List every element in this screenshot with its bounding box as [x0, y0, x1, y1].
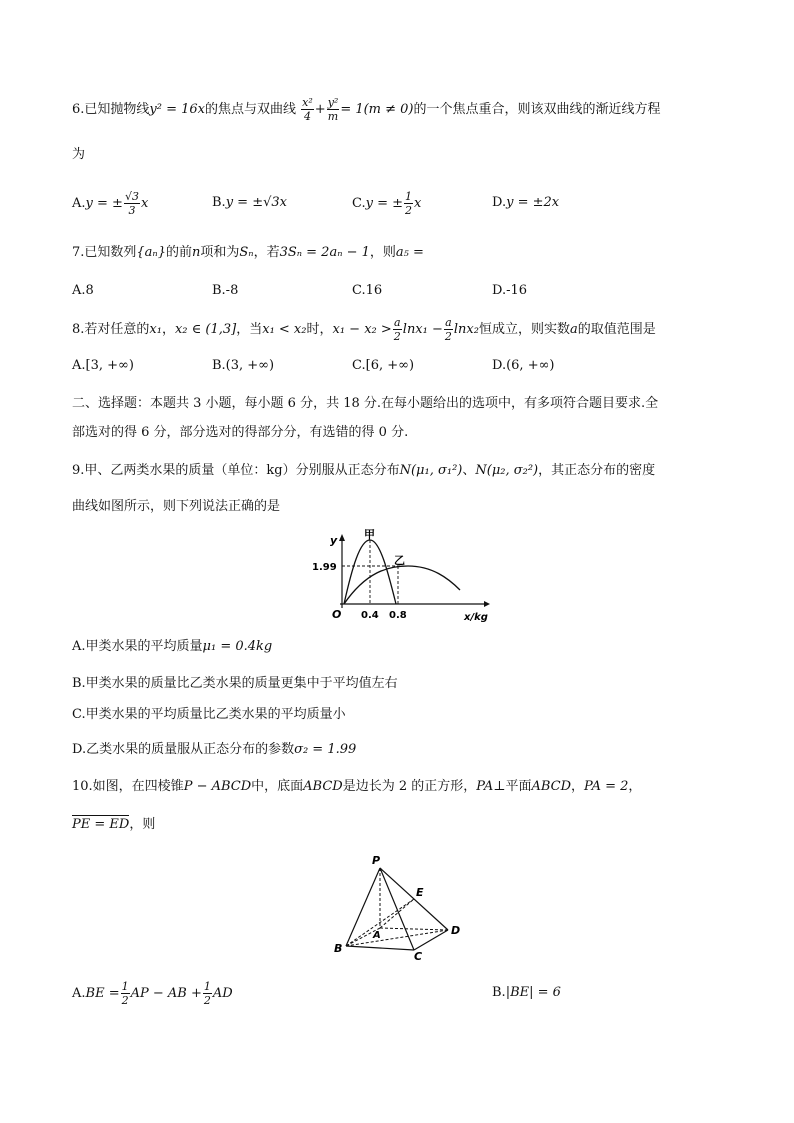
q7-option-d: D.-16 [492, 283, 528, 298]
x-tick-label-1: 0.4 [361, 610, 379, 621]
q6-stem-line2: 为 [72, 147, 86, 162]
q9-stem: 9.甲、乙两类水果的质量（单位：kg）分别服从正态分布N(μ₁, σ₁²)、N(μ₂, σ₂²)，其正态分布的密度 [72, 463, 656, 478]
hyperbola-x-fraction: $\frac{\text{x²}}{4}$ [302, 96, 313, 123]
option-fraction: $\frac{1}{2}$ [121, 980, 129, 1007]
y-tick-label: 1.99 [312, 562, 337, 573]
edge-bc [346, 946, 414, 950]
x-axis-arrow [484, 601, 490, 607]
q6-option-d: D.y = ±2x [492, 195, 560, 210]
label-c: C [414, 950, 423, 962]
segment-ae [380, 899, 414, 928]
q8-option-a: A.[3, +∞) [72, 358, 134, 373]
q9-option-b: B.甲类水果的质量比乙类水果的质量更集中于平均值左右 [72, 676, 398, 691]
edge-ad [380, 928, 448, 930]
q7-option-a: A.8 [72, 283, 94, 298]
a-half-fraction-2: $\frac{a}{2}$ [444, 316, 452, 343]
pyramid-figure [332, 852, 462, 962]
origin-label: O [332, 608, 342, 621]
q7-option-b: B.-8 [212, 283, 239, 298]
q7-stem: 7.已知数列{aₙ}的前n项和为Sₙ，若3Sₙ = 2aₙ − 1，则a₅ = [72, 245, 424, 260]
label-p: P [372, 854, 381, 867]
q10-stem-line2: PE = ED，则 [72, 817, 156, 832]
section2-heading-line1: 二、选择题：本题共 3 小题，每小题 6 分，共 18 分.在每小题给出的选项中，有多项符合题目要求.全 [72, 396, 659, 411]
hyperbola-y-fraction: $\frac{\text{y²}}{m}$ [327, 96, 339, 123]
q9-option-c: C.甲类水果的平均质量比乙类水果的平均质量小 [72, 707, 346, 722]
y-axis-arrow [339, 534, 345, 541]
option-fraction-2: $\frac{1}{2}$ [203, 980, 211, 1007]
q10-option-a: A.BE = $\frac{1}{2}$ AP − AB + $\frac{1}{2}$ AD [72, 980, 233, 1007]
q6-stem: 6.已知抛物线y² = 16x的焦点与双曲线 $\frac{\text{x²}}{4}$ + $\frac{\text{y²}}{m}$ = 1(m ≠ 0)的一个焦点重合，则该双曲线的渐近线方程 [72, 96, 661, 123]
x-tick-label-2: 0.8 [389, 610, 407, 621]
option-fraction: $\frac{√3}{3}$ [124, 190, 139, 217]
a-half-fraction: $\frac{a}{2}$ [393, 316, 401, 343]
section2-heading-line2: 部选对的得 6 分，部分选对的得部分分，有选错的得 0 分. [72, 425, 409, 440]
q6-option-c: C.y = ± $\frac{1}{2}$ x [352, 190, 422, 217]
q10-option-b: B.|BE| = 6 [492, 985, 561, 1000]
vector-condition: PE = ED [72, 817, 130, 832]
q8-option-b: B.(3, +∞) [212, 358, 275, 373]
normal-distribution-figure [308, 528, 498, 622]
label-a: A [373, 930, 381, 941]
q8-option-c: C.[6, +∞) [352, 358, 415, 373]
y-axis-label: y [330, 534, 338, 547]
q10-stem: 10.如图，在四棱锥P − ABCD中，底面ABCD是边长为 2 的正方形，PA⊥平面ABCD，PA = 2， [72, 779, 642, 794]
curve-yi [344, 566, 460, 604]
q9-option-a: A.甲类水果的平均质量μ₁ = 0.4kg [72, 639, 273, 654]
curve-yi-label: 乙 [394, 554, 405, 567]
q7-option-c: C.16 [352, 283, 383, 298]
q9-option-d: D.乙类水果的质量服从正态分布的参数σ₂ = 1.99 [72, 742, 357, 757]
q6-option-b: B.y = ±√3x [212, 195, 287, 210]
q6-option-a: A.y = ± $\frac{√3}{3}$ x [72, 190, 149, 217]
label-d: D [451, 924, 461, 937]
curve-jia-label: 甲 [364, 528, 375, 541]
q8-option-d: D.(6, +∞) [492, 358, 555, 373]
label-e: E [416, 886, 424, 899]
label-b: B [334, 942, 343, 955]
q9-stem-line2: 曲线如图所示，则下列说法正确的是 [72, 499, 281, 514]
option-fraction: $\frac{1}{2}$ [405, 190, 413, 217]
x-axis-label: x/kg [464, 612, 488, 622]
q8-stem: 8.若对任意的x₁，x₂ ∈ (1,3]，当x₁ < x₂时，x₁ − x₂ > $\frac{a}{2}$ lnx₁ − $\frac{a}{2}$ lnx₂恒成立，则实数a的取值范围是 [72, 316, 656, 343]
